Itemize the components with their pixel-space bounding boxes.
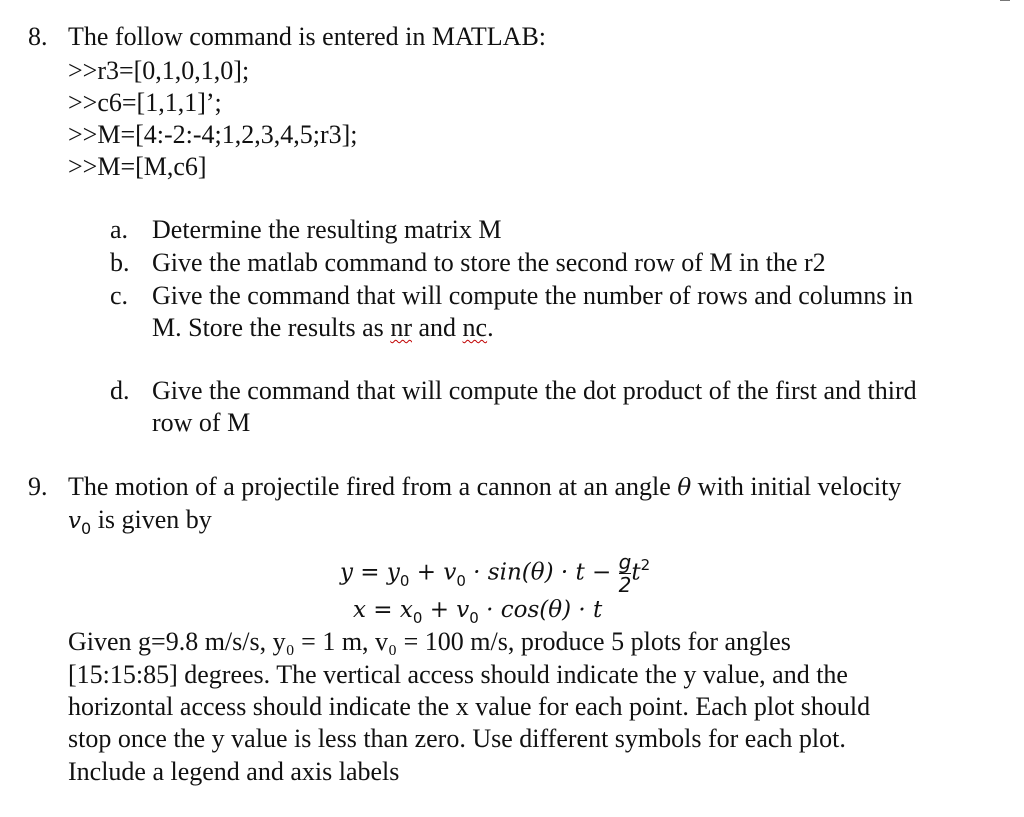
v0-symbol: v	[68, 508, 81, 534]
q9-number: 9.	[28, 472, 48, 501]
eq2-trig: · cos(θ) · t	[478, 597, 603, 623]
equation-y	[340, 545, 650, 601]
theta-symbol: θ	[677, 475, 692, 501]
q8d-label: d.	[110, 376, 130, 405]
eq1-v0-sub: 0	[456, 571, 466, 590]
nc-variable: nc	[462, 313, 488, 342]
q8d-text-line-1: Give the command that will compute the dot product of the first and third	[152, 376, 917, 405]
q8-prompt: The follow command is entered in MATLAB:	[68, 22, 547, 51]
frac-numerator: g	[618, 550, 632, 575]
q9-line-2	[68, 505, 212, 544]
q9-line1-pre: The motion of a projectile fired from a cannon at an angle	[68, 472, 678, 501]
q8a-label: a.	[110, 215, 129, 244]
q9-body-line-2: [15:15:85] degrees. The vertical access should indicate the y value, and the	[68, 660, 848, 689]
q8b-text: Give the matlab command to store the second row of M in the r2	[152, 248, 826, 277]
g-over-2-fraction	[619, 551, 632, 596]
eq2-mid: + v	[422, 597, 470, 623]
v0-subscript: 0	[81, 519, 92, 539]
q9-body-line-5: Include a legend and axis labels	[68, 757, 400, 786]
eq1-y0-sub: 0	[399, 571, 410, 590]
eq2-lhs: x = x	[353, 597, 413, 623]
eq1-trig: · sin(θ) · t −	[465, 559, 619, 586]
q8-code-line-3: >>M=[4:-2:-4;1,2,3,4,5;r3];	[68, 120, 358, 149]
q8-code-line-1: >>r3=[0,1,0,1,0];	[68, 56, 250, 85]
eq2-x0-sub: 0	[412, 609, 423, 628]
q8c-text-line-1: Give the command that will compute the number of rows and columns in	[152, 281, 914, 310]
q8c-line2-pre: M. Store the results as	[152, 313, 391, 342]
q8c-label: c.	[110, 281, 129, 310]
q8-code-line-4: >>M=[M,c6]	[68, 152, 207, 181]
q9-line2-post: is given by	[91, 505, 212, 534]
eq1-lhs: y = y	[340, 559, 400, 586]
eq1-tail: t	[631, 559, 641, 586]
q8d-text-line-2: row of M	[152, 408, 251, 437]
q8-number: 8.	[28, 22, 48, 51]
frac-denominator: 2	[618, 573, 632, 598]
q8-code-line-2: >>c6=[1,1,1]’;	[68, 88, 222, 117]
eq1-exponent: 2	[640, 556, 651, 574]
eq2-v0-sub: 0	[469, 609, 479, 628]
q9-body-line-1: Given g=9.8 m/s/s, y₀ = 1 m, v₀ = 100 m/s, produce 5 plots for angles	[68, 627, 791, 656]
q8a-text: Determine the resulting matrix M	[152, 215, 502, 244]
q8c-and: and	[411, 313, 463, 342]
q9-body-line-3: horizontal access should indicate the x value for each point. Each plot should	[68, 692, 871, 721]
page-edge-mark	[1000, 0, 1010, 1]
nr-variable: nr	[390, 313, 412, 342]
q9-line-1	[68, 472, 901, 503]
eq1-mid: + v	[409, 559, 457, 586]
q9-body-line-4: stop once the y value is less than zero. Use different symbols for each plot.	[68, 724, 846, 753]
q8c-text-line-2	[152, 313, 494, 343]
q8c-end: .	[487, 313, 494, 342]
q8b-label: b.	[110, 248, 130, 277]
q9-line1-post: with initial velocity	[691, 472, 902, 501]
